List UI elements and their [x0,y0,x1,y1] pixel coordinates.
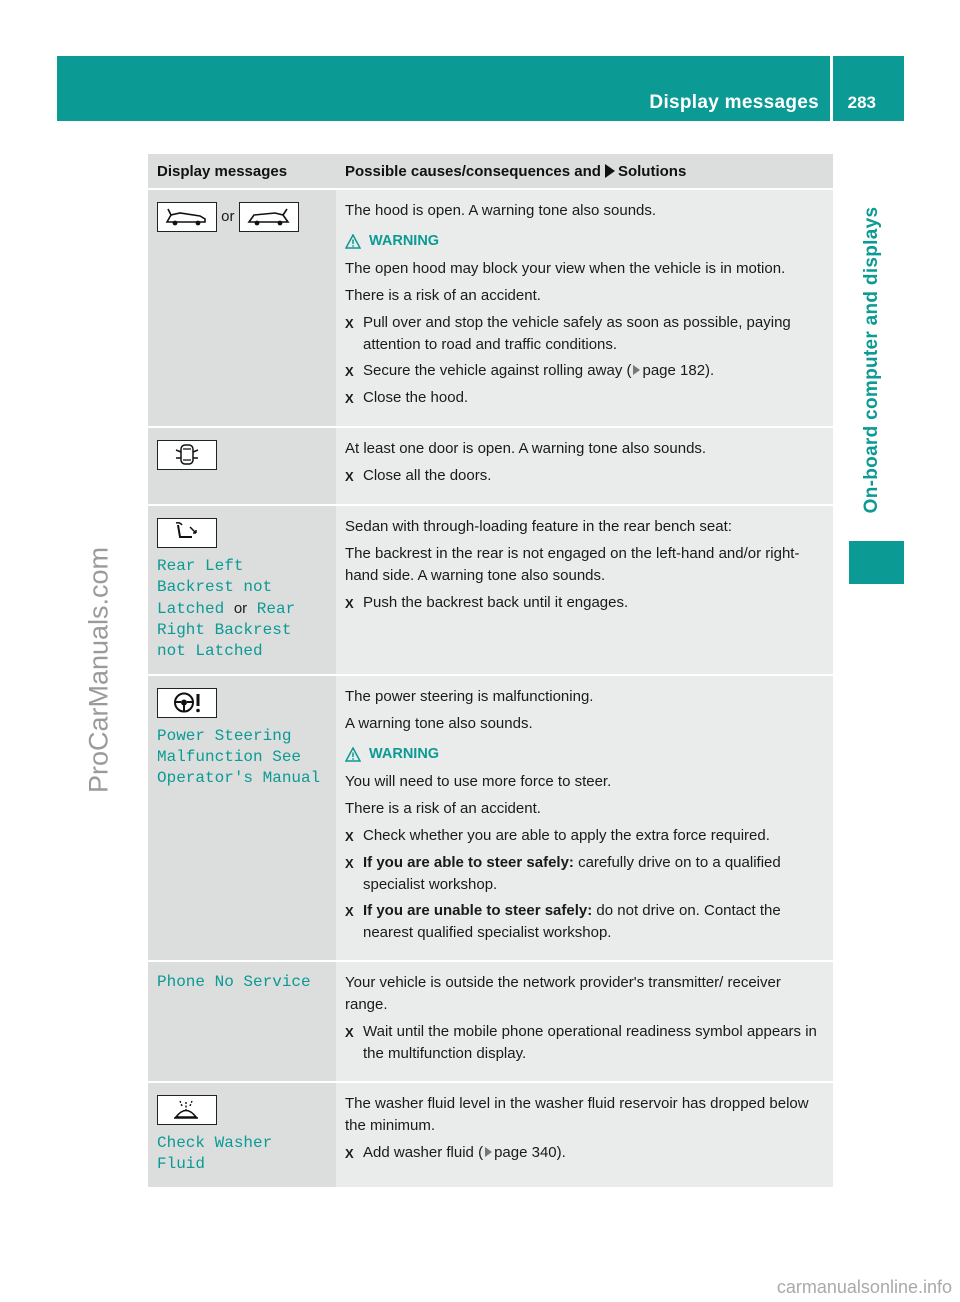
step-marker-icon: X [345,829,354,844]
display-message-cell [148,427,336,505]
display-message-cell [148,505,336,675]
display-message-cell [148,675,336,961]
warning-body: You will need to use more force to steer. [345,773,612,790]
cause-text: Your vehicle is outside the network provider's transmitter/ receiver range. [345,974,781,1013]
col-header-display-messages: Display messages [148,154,336,189]
solution-step [345,825,825,848]
warning-text: WARNING [369,233,440,249]
step-text: Push the backrest back until it engages. [363,594,629,611]
table-header-row [148,154,833,189]
causes-cell [336,505,833,675]
cause-text: A warning tone also sounds. [345,715,533,732]
page-section-title: Display messages [649,92,819,113]
warning-triangle-icon [345,234,361,249]
display-messages-table [148,154,833,1187]
header-bar [57,56,904,121]
step-ref-suffix: page 182). [642,362,715,379]
risk-text: There is a risk of an accident. [345,287,541,304]
warning-label [345,230,825,252]
causes-cell [336,675,833,961]
warning-label [345,743,825,765]
seat-icon-wrap [157,518,328,548]
step-text: Pull over and stop the vehicle safely as soon as possible, paying attention to road and traffic conditions. [363,314,791,353]
table-row [148,961,833,1082]
steering-icon-wrap [157,688,328,718]
cause-text: The backrest in the rear is not engaged on the left-hand and/or right-hand side. A warning tone also sounds. [345,545,800,584]
bottom-watermark: carmanualsonline.info [776,1277,952,1297]
solution-arrow-icon [605,164,615,178]
hood-icons [157,202,328,232]
step-text: Close the hood. [363,389,469,406]
msg-rear-left: Rear Left Backrest not Latched [157,557,273,618]
step-marker-icon: X [345,596,354,611]
step-ref-suffix: page 340). [494,1144,566,1161]
step-text [363,1142,825,1165]
table-row [148,427,833,505]
cause-text: The hood is open. A warning tone also sounds. [345,202,657,219]
table-row [148,675,833,961]
or-text: or [221,207,235,225]
step-marker-icon: X [345,316,354,331]
solution-step [345,1142,825,1165]
display-message-text: Check Washer Fluid [157,1134,273,1173]
step-text: Wait until the mobile phone operational readiness symbol appears in the multifunction display. [363,1023,817,1062]
header-divider [830,56,833,121]
hood-open-icon [157,202,217,232]
solution-step [345,1021,825,1065]
display-message-text: Phone No Service [157,973,311,991]
step-action: do not drive on. Contact the nearest qualified specialist workshop. [363,902,781,941]
step-marker-icon: X [345,391,354,406]
col-header-causes-prefix: Possible causes/consequences and [345,162,601,180]
solution-step [345,900,825,944]
col-header-solutions-suffix: Solutions [617,162,687,180]
step-marker-icon: X [345,1025,354,1040]
side-chapter-title-text: On-board computer and displays [861,206,882,514]
step-marker-icon: X [345,904,354,919]
solution-step [345,312,825,356]
solution-step [345,360,825,383]
side-tab-block [849,541,904,584]
power-steering-warning-icon [157,688,217,718]
step-text: Check whether you are able to apply the extra force required. [363,827,770,844]
step-marker-icon: X [345,469,354,484]
causes-cell [336,961,833,1082]
step-text: Close all the doors. [363,467,492,484]
display-message-text: Power Steering Malfunction See Operator's Manual [157,727,321,787]
risk-text: There is a risk of an accident. [345,800,541,817]
step-text [363,852,825,896]
display-message-cell [148,961,336,1082]
page-ref-icon [633,365,640,375]
col-header-causes-solutions [336,154,833,189]
warning-body: The open hood may block your view when the vehicle is in motion. [345,260,786,277]
step-marker-icon: X [345,1146,354,1161]
display-message-cell [148,1082,336,1187]
display-message-cell [148,189,336,427]
solution-step [345,592,825,615]
warning-text: WARNING [369,746,440,762]
cause-text: At least one door is open. A warning tone also sounds. [345,440,707,457]
solution-step [345,852,825,896]
washer-icon-wrap [157,1095,328,1125]
door-open-icon [157,440,217,470]
page-number: 283 [847,93,876,112]
seat-backrest-icon [157,518,217,548]
causes-cell [336,1082,833,1187]
side-watermark-text: ProCarManuals.com [83,546,114,794]
step-condition: If you are able to steer safely: [363,854,574,871]
step-text [363,360,825,383]
cause-text: Sedan with through-loading feature in the rear bench seat: [345,518,732,535]
step-marker-icon: X [345,856,354,871]
table-row [148,189,833,427]
table-row [148,505,833,675]
step-marker-icon: X [345,364,354,379]
hood-open-alt-icon [239,202,299,232]
cause-text: The power steering is malfunctioning. [345,688,594,705]
causes-cell [336,427,833,505]
solution-step [345,387,825,410]
page-ref-icon [485,1147,492,1157]
step-ref-prefix: Add washer fluid ( [363,1144,484,1161]
or-text: or [233,600,248,617]
warning-triangle-icon [345,747,361,762]
cause-text: The washer fluid level in the washer fluid reservoir has dropped below the minimum. [345,1095,809,1134]
solution-step [345,465,825,488]
door-icon-wrap [157,440,328,470]
msg-rear-right: Rear Right Backrest not Latched [157,600,296,660]
step-text [363,900,825,944]
step-ref-prefix: Secure the vehicle against rolling away ( [363,362,632,379]
display-message-text [157,556,328,662]
step-action: carefully drive on to a qualified specialist workshop. [363,854,781,893]
washer-fluid-icon [157,1095,217,1125]
step-condition: If you are unable to steer safely: [363,902,593,919]
causes-cell [336,189,833,427]
table-row [148,1082,833,1187]
